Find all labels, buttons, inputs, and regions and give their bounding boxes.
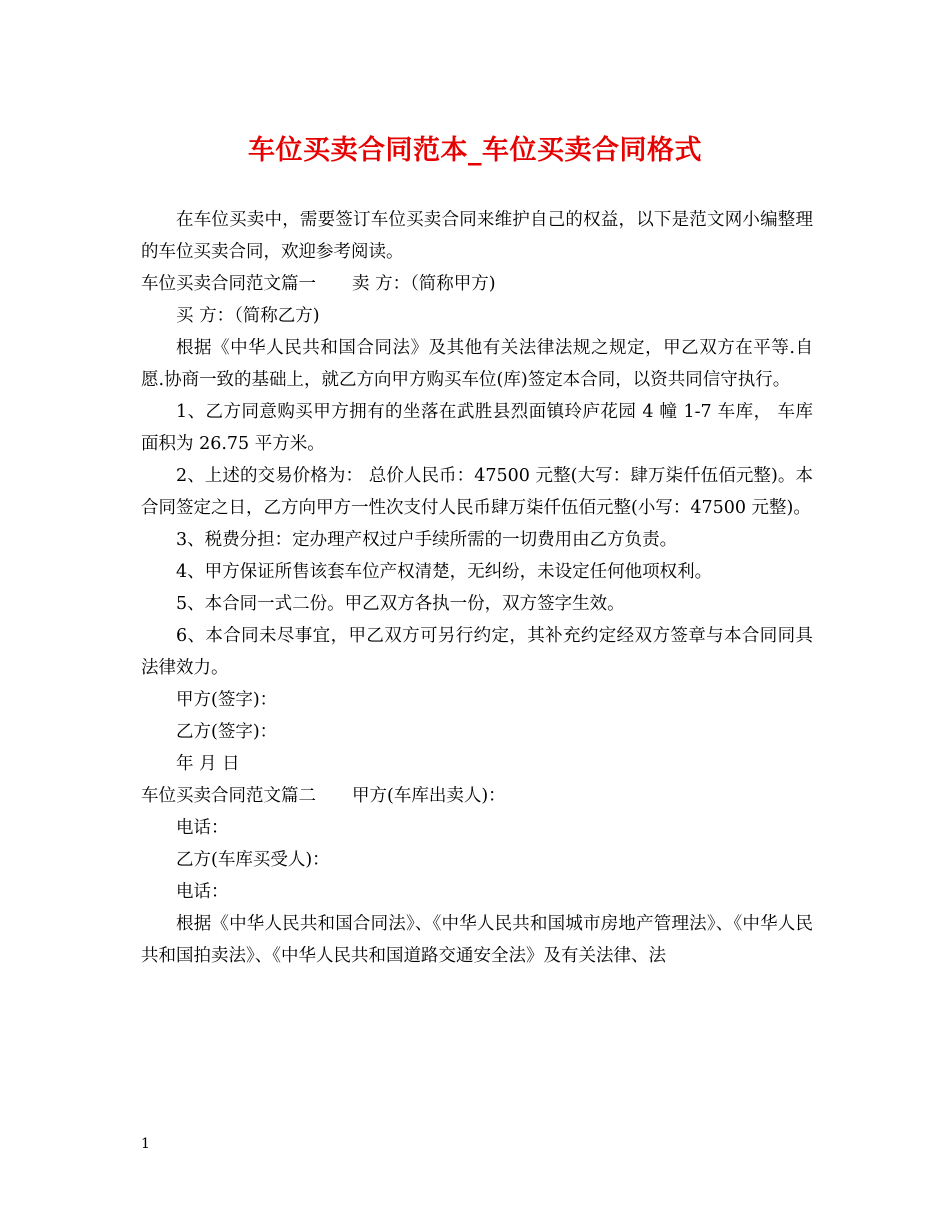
clause-1: 1、乙方同意购买甲方拥有的坐落在武胜县烈面镇玲庐花园 4 幢 1-7 车库， 车库面积为 26.75 平方米。 <box>141 402 813 454</box>
clause-4: 4、甲方保证所售该套车位产权清楚，无纠纷，未设定任何他项权利。 <box>176 562 713 582</box>
garage-buyer-line: 乙方(车库买受人)： <box>176 850 330 870</box>
intro-paragraph: 在车位买卖中，需要签订车位买卖合同来维护自己的权益，以下是范文网小编整理的车位买卖合同，欢迎参考阅读。 <box>141 210 813 262</box>
legal-basis-paragraph: 根据《中华人民共和国合同法》、《中华人民共和国城市房地产管理法》、《中华人民共和国拍卖法》、《中华人民共和国道路交通安全法》及有关法律、法 <box>141 914 813 966</box>
document-title: 车位买卖合同范本_车位买卖合同格式 <box>248 135 702 166</box>
date-line: 年 月 日 <box>176 754 240 774</box>
section-two-heading-line <box>141 780 813 812</box>
preamble-paragraph: 根据《中华人民共和国合同法》及其他有关法律法规之规定，甲乙双方在平等.自愿.协商一致的基础上，就乙方向甲方购买车位(库)签定本合同，以资共同信守执行。 <box>141 338 813 390</box>
garage-seller-line: 甲方(车库出卖人)： <box>352 786 506 806</box>
section-one-heading: 车位买卖合同范文篇一 <box>141 274 316 294</box>
party-a-signature: 甲方(签字)： <box>176 690 278 710</box>
clause-2: 2、上述的交易价格为： 总价人民币：47500 元整(大写：肆万柒仟伍佰元整)。本合同签定之日，乙方向甲方一性次支付人民币肆万柒仟伍佰元整(小写：47500 元整)。 <box>141 466 813 518</box>
clause-6: 6、本合同未尽事宜，甲乙双方可另行约定，其补充约定经双方签章与本合同同具法律效力。 <box>141 626 813 678</box>
seller-phone-line: 电话： <box>176 818 229 838</box>
buyer-phone-line: 电话： <box>176 882 229 902</box>
clause-3: 3、税费分担：定办理产权过户手续所需的一切费用由乙方负责。 <box>176 530 678 550</box>
document-body <box>141 204 813 972</box>
section-two-heading: 车位买卖合同范文篇二 <box>141 786 316 806</box>
section-one-heading-line <box>141 268 813 300</box>
clause-5: 5、本合同一式二份。甲乙双方各执一份，双方签字生效。 <box>176 594 625 614</box>
buyer-line: 买 方：（简称乙方) <box>176 306 320 326</box>
party-b-signature: 乙方(签字)： <box>176 722 278 742</box>
seller-line: 卖 方：（简称甲方) <box>352 274 496 294</box>
page-number: 1 <box>141 1136 150 1152</box>
